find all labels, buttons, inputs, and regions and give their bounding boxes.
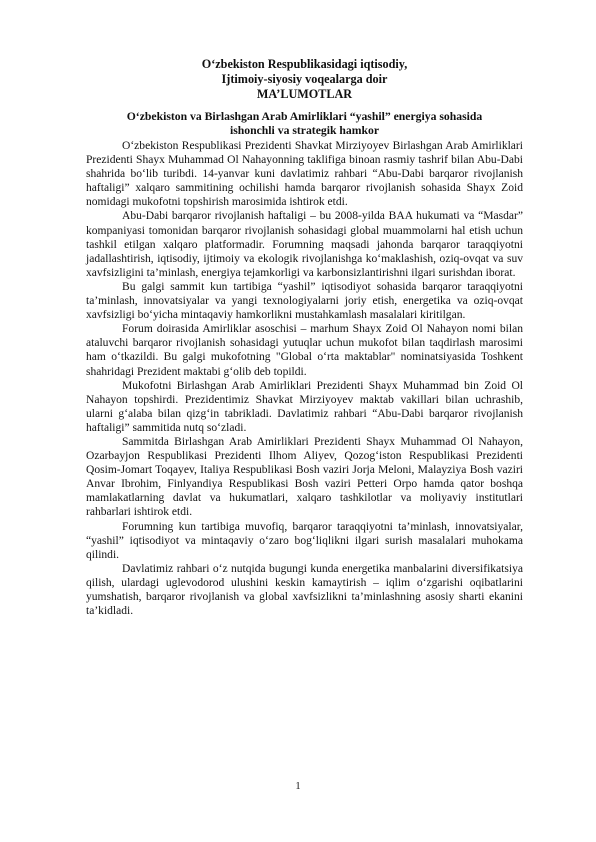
- section-title-line-2: ishonchli va strategik hamkor: [229, 123, 380, 137]
- section-title: [86, 110, 523, 138]
- header-line-2: Ijtimoiy-siyosiy voqealarga doir: [221, 72, 388, 87]
- section-title-line-1: O‘zbekiston va Birlashgan Arab Amirliklari “yashil” energiya sohasida: [126, 109, 483, 123]
- paragraph-8: Davlatimiz rahbari o‘z nutqida bugungi kunda energetika manbalarini diversifikatsiya qilish, ulardagi uglevodorod ulushini keskin kamaytirish – iqlim o‘zgarishi oqibatlarini yumshatish, barqaror rivojlanish va global xavfsizlikni ta’minlashning asosiy sharti ekanini ta’kidladi.: [86, 562, 523, 618]
- paragraph-4: Forum doirasida Amirliklar asoschisi – marhum Shayx Zoid Ol Nahayon nomi bilan ataluvchi barqaror rivojlanish sohasidagi yutuqlar uchun mukofot bilan taqdirlash marosimi ham o‘tkazildi. Bu galgi mukofotning "Global o‘rta maktablar" nominatsiyasida Toshkent shahridagi Prezident maktabi g‘olib deb topildi.: [86, 323, 523, 378]
- paragraph-7: Forumning kun tartibiga muvofiq, barqaror taraqqiyotni ta’minlash, innovatsiyalar, “yashil” iqtisodiyot va mintaqaviy o‘zaro bog‘liqlikni ilgari surish masalalari muhokama qilindi.: [86, 520, 523, 561]
- page-number: 1: [295, 781, 301, 792]
- header-line-1: O‘zbekiston Respublikasidagi iqtisodiy,: [201, 57, 408, 71]
- paragraph-5: Mukofotni Birlashgan Arab Amirliklari Prezidenti Shayx Muhammad bin Zoid Ol Nahayon topshirdi. Prezidentimiz Shavkat Mirziyoyev maktab vakillari bilan uchrashib, ularni g‘alaba bilan qizg‘in tabrikladi. Davlatimiz rahbari “Abu-Dabi barqaror rivojlanish haftaligi” sammitida nutq so‘zladi.: [86, 379, 523, 434]
- paragraph-3: Bu galgi sammit kun tartibiga “yashil” iqtisodiyot sohasida barqaror taraqqiyotni ta’minlash, innovatsiyalar va yangi texnologiyalarni joriy etish, energetika va oziq-ovqat xavfsizligi bo‘yicha mintaqaviy hamkorlikni mustahkamlash masalalari kiritilgan.: [86, 280, 523, 322]
- paragraph-6: Sammitda Birlashgan Arab Amirliklari Prezidenti Shayx Muhammad Ol Nahayon, Ozarbayjon Respublikasi Prezidenti Ilhom Aliyev, Qozog‘iston Respublikasi Prezidenti Qosim-Jomart Toqayev, Italiya Respublikasi Bosh vaziri Jorja Meloni, Malayziya Bosh vaziri Anvar Ibrohim, Finlyandiya Respublikasi Bosh vaziri Petteri Orpo hamda qator boshqa mamlakatlarning davlat va hukumatlari, xalqaro tashkilotlar va moliyaviy institutlari rahbarlari ishtirok etdi.: [86, 435, 523, 519]
- header-line-3: MA’LUMOTLAR: [256, 87, 353, 102]
- paragraph-1: O‘zbekiston Respublikasi Prezidenti Shavkat Mirziyoyev Birlashgan Arab Amirliklari Prezidenti Shayx Muhammad Ol Nahayonning taklifiga binoan rasmiy tashrif bilan Abu-Dabi shahrida bo‘lib turibdi. 14-yanvar kuni davlatimiz rahbari “Abu-Dabi barqaror rivojlanish haftaligi” xalqaro sammitining ochilishi hamda barqaror rivojlanish sohasida Shayx Zoid nomidagi mukofotni topshirish marosimida ishtirok etdi.: [86, 140, 523, 209]
- paragraph-2: Abu-Dabi barqaror rivojlanish haftaligi – bu 2008-yilda BAA hukumati va “Masdar” kompaniyasi tomonidan barqaror rivojlanish sohasidagi global muammolarni hal etish uchun tashkil etilgan xalqaro platformadir. Forumning maqsadi jahonda barqaror taraqqiyotni jadallashtirish, iqtisodiy, ijtimoiy va ekologik rivojlanishga ko‘maklashish, oziq-ovqat va suv xavfsizligini ta’minlash, energiya tejamkorligi va karbonsizlantirishni ilgari surishdan iborat.: [86, 210, 523, 279]
